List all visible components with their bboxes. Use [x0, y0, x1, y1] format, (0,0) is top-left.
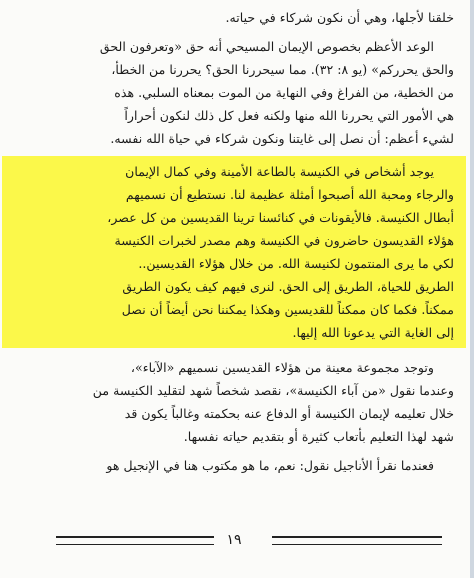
- text-line: الوعد الأعظم بخصوص الإيمان المسيحي أنه حق «وتعرفون الحق: [99, 39, 434, 54]
- text-line: فعندما نقرأ الأناجيل نقول: نعم، ما هو مكتوب هنا في الإنجيل هو: [106, 458, 434, 473]
- text-line: لشيء أعظم: أن نصل إلى غايتنا ونكون شركاء في حياة الله نفسه.: [110, 131, 454, 146]
- text-line: وعندما نقول «من آباء الكنيسة»، نقصد شخصاً شهد لتقليد الكنيسة من: [92, 383, 454, 398]
- paragraph-2: [14, 35, 454, 150]
- paragraph-4: [14, 356, 454, 448]
- text-line: خلقنا لأجلها، وهي أن نكون شركاء في حياته.: [225, 10, 454, 25]
- text-line: ممكناً. فكما كان ممكناً للقديسين وهكذا يمكننا نحن أيضاً أن نصل: [121, 302, 454, 317]
- text-line: إلى الغاية التي يدعونا الله إليها.: [292, 325, 454, 340]
- text-line: والحق يحرركم» (يو ٨: ٣٢). مما سيحررنا الحق؟ يحررنا من الخطأ،: [111, 62, 454, 77]
- footer-rule-right: [272, 536, 442, 545]
- text-line: هي الأمور التي يحررنا الله منها ولكنه فعل كل ذلك لنكون أحراراً: [124, 108, 454, 123]
- page-body: [14, 6, 454, 477]
- text-line: الطريق للحياة، الطريق إلى الحق. لنرى فيهم كيف يكون الطريق: [122, 279, 454, 294]
- highlighted-paragraph: [2, 156, 466, 348]
- page-number: ١٩: [226, 532, 242, 548]
- text-line: هؤلاء القديسون حاضرون في الكنيسة وهم مصدر لخبرات الكنيسة: [114, 233, 454, 248]
- text-line: أبطال الكنيسة. فالأيقونات في كنائسنا ترينا القديسين من كل عصر،: [107, 210, 454, 225]
- text-line: شهد لهذا التعليم بأتعاب كثيرة أو بتقديم حياته نفسها.: [183, 429, 454, 444]
- text-line: يوجد أشخاص في الكنيسة بالطاعة الأمينة وفي كمال الإيمان: [125, 164, 434, 179]
- text-line: والرجاء ومحبة الله أصبحوا أمثلة عظيمة لنا. نستطيع أن نسميهم: [125, 187, 454, 202]
- text-line: وتوجد مجموعة معينة من هؤلاء القديسين نسميهم «الآباء»،: [130, 360, 434, 375]
- page-footer: [0, 528, 474, 558]
- text-line: من الخطية، من الفراغ وفي النهاية من الموت بمعناه السلبي. هذه: [114, 85, 454, 100]
- footer-rule-left: [56, 536, 214, 545]
- paragraph-1: [14, 6, 454, 29]
- text-line: خلال تعليمه لإيمان الكنيسة أو الدفاع عنه بحكمته وغالباً يكون قد: [124, 406, 454, 421]
- scan-edge: [470, 0, 474, 578]
- text-line: لكي ما يرى المنتمون لكنيسة الله. من خلال هؤلاء القديسين..: [138, 256, 454, 271]
- paragraph-5: [14, 454, 454, 477]
